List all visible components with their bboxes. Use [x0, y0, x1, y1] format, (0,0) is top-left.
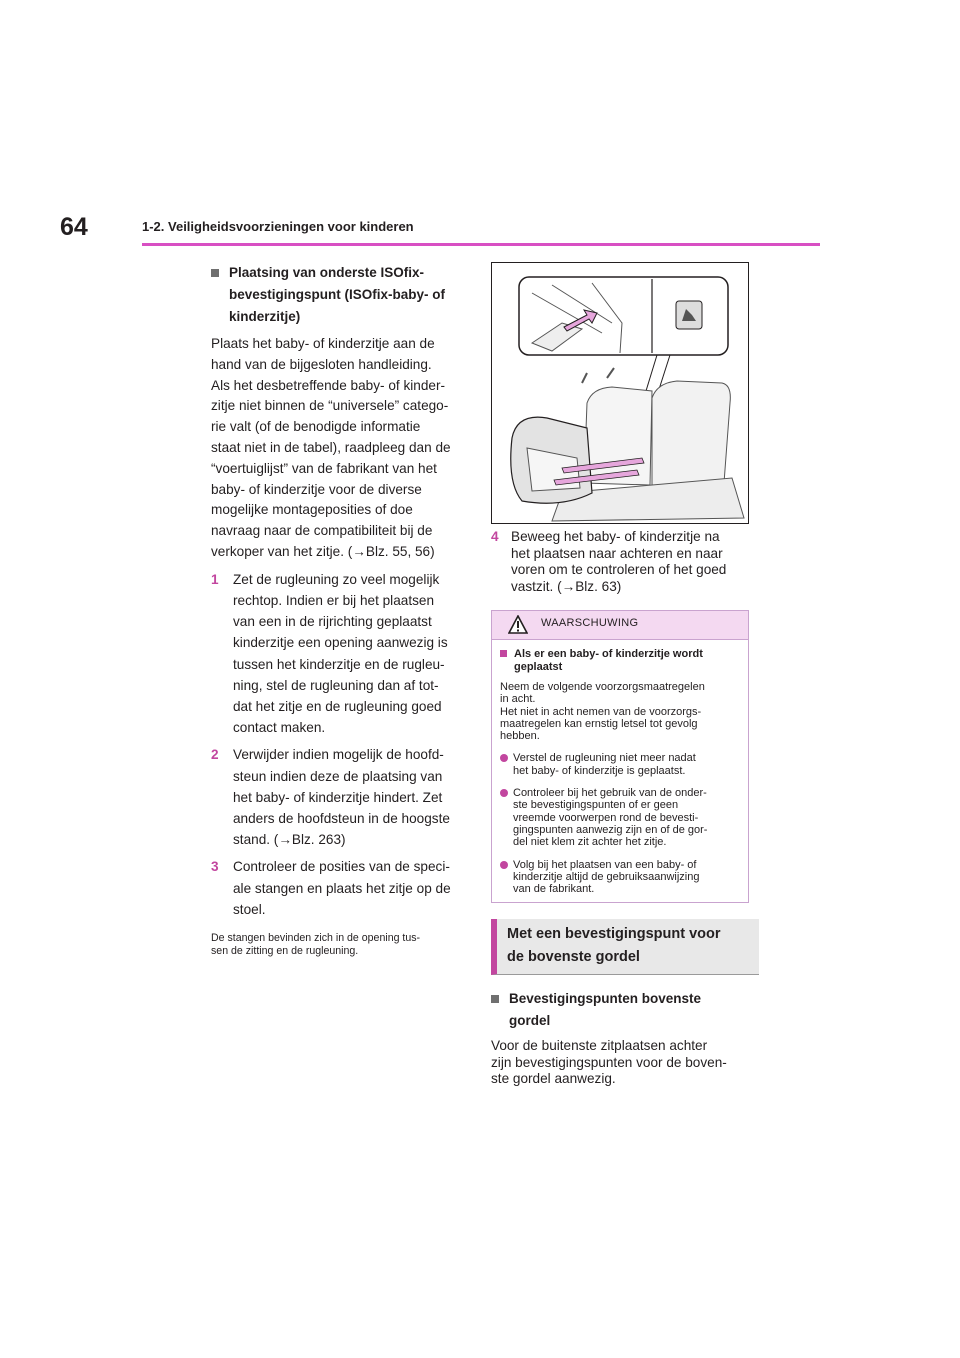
bullet-line: vreemde voorwerpen rond de bevesti- — [513, 811, 699, 824]
square-bullet-icon — [500, 650, 507, 657]
warning-text-line: Het niet in acht nemen van de voorzorgs- — [500, 705, 702, 718]
seat-back-left — [584, 387, 652, 485]
subheading-line: Plaatsing van onderste ISOfix- — [229, 265, 425, 280]
warning-text-line: Neem de volgende voorzorgsmaatregelen — [500, 681, 705, 693]
step-3 — [211, 856, 469, 920]
bullet-line: del niet klem zit achter het zitje. — [513, 836, 667, 849]
step-line: Verwijder indien mogelijk de hoofd- — [233, 747, 444, 763]
bullet-line: gingspunten aanwezig zijn en of de gor- — [513, 823, 708, 836]
step-line: contact maken. — [233, 720, 326, 736]
page-number: 64 — [60, 213, 88, 241]
step-line: Zet de rugleuning zo veel mogelijk — [233, 571, 440, 587]
step-line: voren om te controleren of het goed — [511, 562, 727, 577]
warning-text — [500, 681, 742, 742]
headrest-posts — [582, 368, 614, 383]
intro-line: “voertuiglijst” van de fabrikant van het — [211, 460, 437, 476]
header-rule — [142, 243, 820, 246]
warning-body — [492, 640, 748, 902]
bullet-line: Volg bij het plaatsen van een baby- of — [513, 858, 697, 871]
round-bullet-icon — [500, 861, 508, 869]
intro-line: hand van de bijgesloten handleiding. — [211, 356, 432, 372]
section-title-box — [491, 919, 759, 975]
intro-line: rie valt (of de benodigde informatie — [211, 419, 421, 435]
warning-text-line: hebben. — [500, 730, 540, 743]
section-title-line: Met een bevestigingspunt voor — [507, 926, 721, 943]
intro-line: Als het desbetreffende baby- of kinder- — [211, 377, 446, 393]
step-line: stand. (→Blz. 263) — [233, 832, 346, 848]
step-4 — [491, 529, 749, 595]
step-line: tussen het kinderzitje en de rugleu- — [233, 656, 445, 672]
step-number: 1 — [211, 571, 219, 587]
step-line: Beweeg het baby- of kinderzitje na — [511, 529, 720, 544]
step-number: 4 — [491, 529, 499, 544]
bullet-line: kinderzitje altijd de gebruiksaanwijzing — [513, 870, 700, 883]
warning-text-line: in acht. — [500, 693, 536, 706]
section-title-line: de bovenste gordel — [507, 948, 640, 965]
round-bullet-icon — [500, 789, 508, 797]
step-line: vastzit. (→Blz. 63) — [511, 578, 622, 594]
step-line: dat het zitje en de rugleuning goed — [233, 698, 442, 714]
warning-bullet — [500, 752, 742, 777]
intro-line: Plaats het baby- of kinderzitje aan de — [211, 336, 435, 351]
step-line: kinderzitje een opening aanwezig is — [233, 635, 448, 651]
intro-line: zitje niet binnen de “universele” catego- — [211, 398, 449, 414]
step-line: anders de hoofdsteun in de hoogste — [233, 811, 450, 826]
note-line: sen de zitting en de rugleuning. — [211, 944, 359, 957]
bullet-line: Verstel de rugleuning niet meer nadat — [513, 752, 696, 765]
warning-text-line: maatregelen kan ernstig letsel tot gevolg — [500, 717, 698, 730]
subheading-line: gordel — [509, 1013, 551, 1029]
square-bullet-icon — [211, 269, 219, 277]
step-line: rechtop. Indien er bij het plaatsen — [233, 592, 435, 608]
step-line: Controleer de posities van de speci- — [233, 859, 450, 875]
text-line: ste gordel aanwezig. — [491, 1071, 616, 1087]
warning-subheading-line: geplaatst — [514, 660, 563, 673]
top-tether-subheading — [491, 988, 749, 1032]
intro-line: staat niet in de tabel), raadpleeg dan de — [211, 439, 451, 455]
bullet-line: van de fabrikant. — [513, 883, 595, 896]
step-line: het baby- of kinderzitje hindert. Zet — [233, 789, 443, 805]
bullet-line: ste bevestigingspunten of er geen — [513, 799, 679, 812]
subheading-line: Bevestigingspunten bovenste — [509, 991, 702, 1007]
warning-subheading-line: Als er een baby- of kinderzitje wordt — [514, 648, 703, 660]
header-title: 1-2. Veiligheidsvoorzieningen voor kinderen — [142, 219, 414, 234]
step-line: ale stangen en plaats het zitje op de — [233, 880, 451, 896]
isofix-subheading — [211, 262, 469, 328]
step-number: 2 — [211, 747, 219, 763]
subheading-line: kinderzitje) — [229, 309, 301, 324]
step-2 — [211, 744, 469, 850]
seat-back-right — [652, 381, 730, 488]
subheading-line: bevestigingspunt (ISOfix-baby- of — [229, 287, 446, 302]
intro-line: verkoper van het zitje. (→Blz. 55, 56) — [211, 543, 435, 559]
rods-note — [211, 932, 469, 957]
step-line: ning, stel de rugleuning dan af tot- — [233, 677, 439, 693]
text-line: zijn bevestigingspunten voor de boven- — [491, 1054, 727, 1070]
step-number: 3 — [211, 859, 219, 875]
top-tether-text — [491, 1038, 749, 1088]
warning-bullet — [500, 859, 742, 896]
step-1 — [211, 569, 469, 739]
bullet-line: het baby- of kinderzitje is geplaatst. — [513, 764, 686, 777]
step-line: het plaatsen naar achteren en naar — [511, 545, 723, 561]
square-bullet-icon — [491, 995, 499, 1003]
warning-triangle-icon — [508, 615, 528, 634]
bullet-line: Controleer bij het gebruik van de onder- — [513, 787, 707, 800]
warning-label: WAARSCHUWING — [541, 617, 639, 629]
child-seat-drawing — [492, 263, 748, 523]
step-line: steun indien deze de plaatsing van — [233, 768, 443, 784]
warning-box — [491, 610, 749, 903]
note-line: De stangen bevinden zich in de opening tus- — [211, 932, 421, 945]
warning-subheading — [500, 648, 742, 673]
right-column — [491, 262, 749, 1088]
text-line: Voor de buitenste zitplaatsen achter — [491, 1038, 708, 1054]
step-line: van een in de rijrichting geplaatst — [233, 614, 432, 630]
step-line: stoel. — [233, 901, 266, 917]
child-seat-illustration — [491, 262, 749, 524]
left-column — [211, 262, 469, 957]
round-bullet-icon — [500, 754, 508, 762]
intro-line: baby- of kinderzitje voor de diverse — [211, 481, 422, 497]
intro-line: navraag naar de compatibiliteit bij de — [211, 523, 433, 539]
intro-paragraph — [211, 334, 469, 563]
intro-line: mogelijke montageposities of doe — [211, 502, 413, 518]
warning-header — [492, 611, 748, 640]
warning-bullet — [500, 787, 742, 848]
